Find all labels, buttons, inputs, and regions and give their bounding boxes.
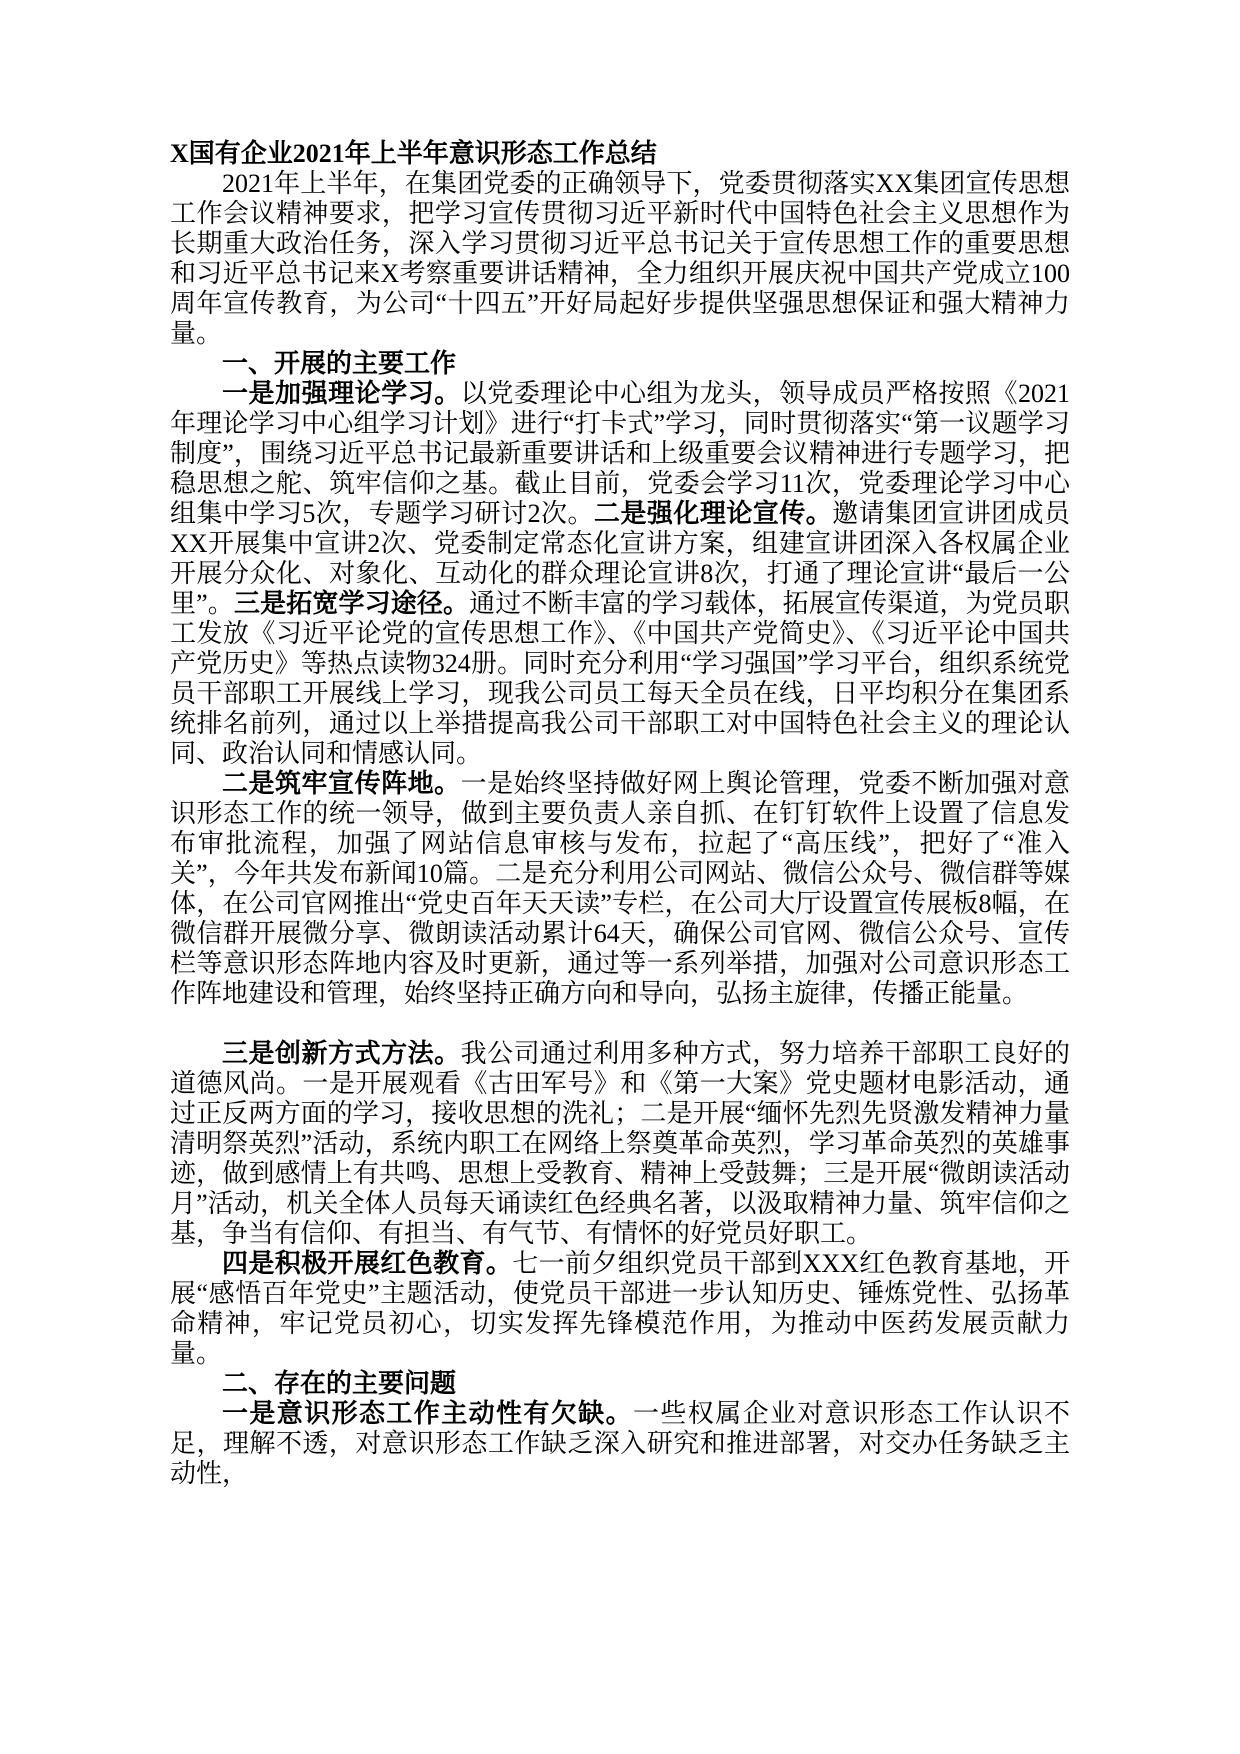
bold-lead-consolidate-publicity-front: 二是筑牢宣传阵地。 — [222, 769, 461, 798]
text-run: 一是始终坚持做好网上舆论管理，党委不断加强对意识形态工作的统一领导，做到主要负责人亲自抓、在钉钉软件上设置了信息发布审批流程，加强了网站信息审核与发布，拉起了“高压线”，把好了“准入关”，今年共发布新闻10篇。二是充分利用公司网站、微信公众号、微信群等媒体，在公司官网推出“党史百年天天读”专栏，在公司大厅设置宣传展板8幅，在微信群开展微分享、微朗读活动累计64天，确保公司官网、微信公众号、宣传栏等意识形态阵地内容及时更新，通过等一系列举措，加强对公司意识形态工作阵地建设和管理，始终坚持正确方向和导向，弘扬主旋律，传播正能量。 — [170, 769, 1070, 1008]
bold-lead-innovative-methods: 三是创新方式方法。 — [222, 1039, 461, 1068]
intro-paragraph: 2021年上半年，在集团党委的正确领导下，党委贯彻落实XX集团宣传思想工作会议精神要求，把学习宣传贯彻习近平新时代中国特色社会主义思想作为长期重大政治任务，深入学习贯彻习近平总书记关于宣传思想工作的重要思想和习近平总书记来X考察重要讲话精神，全力组织开展庆祝中国共产党成立100周年宣传教育，为公司“十四五”开好局起好步提供坚强思想保证和强大精神力量。 — [170, 169, 1070, 348]
bold-lead-strengthen-theory-publicity: 二是强化理论宣传。 — [593, 499, 833, 528]
blank-line — [170, 1009, 1070, 1039]
paragraph-innovative-methods — [170, 1039, 1070, 1249]
text-run: 七一前夕组织党员干部到XXX红色教育基地，开展“感悟百年党史”主题活动，使党员干部进一步认知历史、锤炼党性、弘扬革命精神，牢记党员初心，切实发挥先锋模范作用，为推动中医药发展贡献力量。 — [170, 1249, 1070, 1368]
paragraph-problem-initiative — [170, 1399, 1070, 1489]
text-run: 我公司通过利用多种方式，努力培养干部职工良好的道德风尚。一是开展观看《古田军号》和《第一大案》党史题材电影活动，通过正反两方面的学习，接收思想的洗礼；二是开展“缅怀先烈先贤激发精神力量清明祭英烈”活动，系统内职工在网络上祭奠革命英烈，学习革命英烈的英雄事迹，做到感情上有共鸣、思想上受教育、精神上受鼓舞；三是开展“微朗读活动月”活动，机关全体人员每天诵读红色经典名著，以汲取精神力量、筑牢信仰之基，争当有信仰、有担当、有气节、有情怀的好党员好职工。 — [170, 1039, 1070, 1248]
text-run: 通过不断丰富的学习载体，拓展宣传渠道，为党员职工发放《习近平论党的宣传思想工作》、《中国共产党简史》、《习近平论中国共产党历史》等热点读物324册。同时充分利用“学习强国”学习平台，组织系统党员干部职工开展线上学习，现我公司员工每天全员在线，日平均积分在集团系统排名前列，通过以上举措提高我公司干部职工对中国特色社会主义的理论认同、政治认同和情感认同。 — [170, 589, 1070, 768]
bold-lead-red-education: 四是积极开展红色教育。 — [222, 1249, 513, 1278]
paragraph-publicity-front — [170, 769, 1070, 1009]
bold-lead-lack-of-initiative: 一是意识形态工作主动性有欠缺。 — [222, 1399, 633, 1428]
text-run: 以党委理论中心组为龙头，领导成员严格按照《2021年理论学习中心组学习计划》进行“打卡式”学习，同时贯彻落实“第一议题学习制度”，围绕习近平总书记最新重要讲话和上级重要会议精神进行专题学习，把稳思想之舵、筑牢信仰之基。截止目前，党委会学习11次，党委理论学习中心组集中学习5次，专题学习研讨2次。 — [170, 379, 1070, 528]
text-run: 邀请集团宣讲团成员XX开展集中宣讲2次、党委制定常态化宣讲方案，组建宣讲团深入各权属企业开展分众化、对象化、互动化的群众理论宣讲8次，打通了理论宣讲“最后一公里”。 — [170, 499, 1070, 618]
bold-lead-strengthen-theory-study: 一是加强理论学习。 — [222, 379, 461, 408]
paragraph-theory-study — [170, 379, 1070, 769]
section-2-heading: 二、存在的主要问题 — [222, 1369, 457, 1398]
section-1-heading: 一、开展的主要工作 — [222, 349, 457, 378]
bold-lead-broaden-learning-channels: 三是拓宽学习途径。 — [233, 589, 470, 618]
document-title: X国有企业2021年上半年意识形态工作总结 — [170, 139, 657, 168]
paragraph-red-education — [170, 1249, 1070, 1369]
text-run: 一些权属企业对意识形态工作认识不足，理解不透，对意识形态工作缺乏深入研究和推进部署，对交办任务缺乏主动性， — [170, 1399, 1070, 1488]
